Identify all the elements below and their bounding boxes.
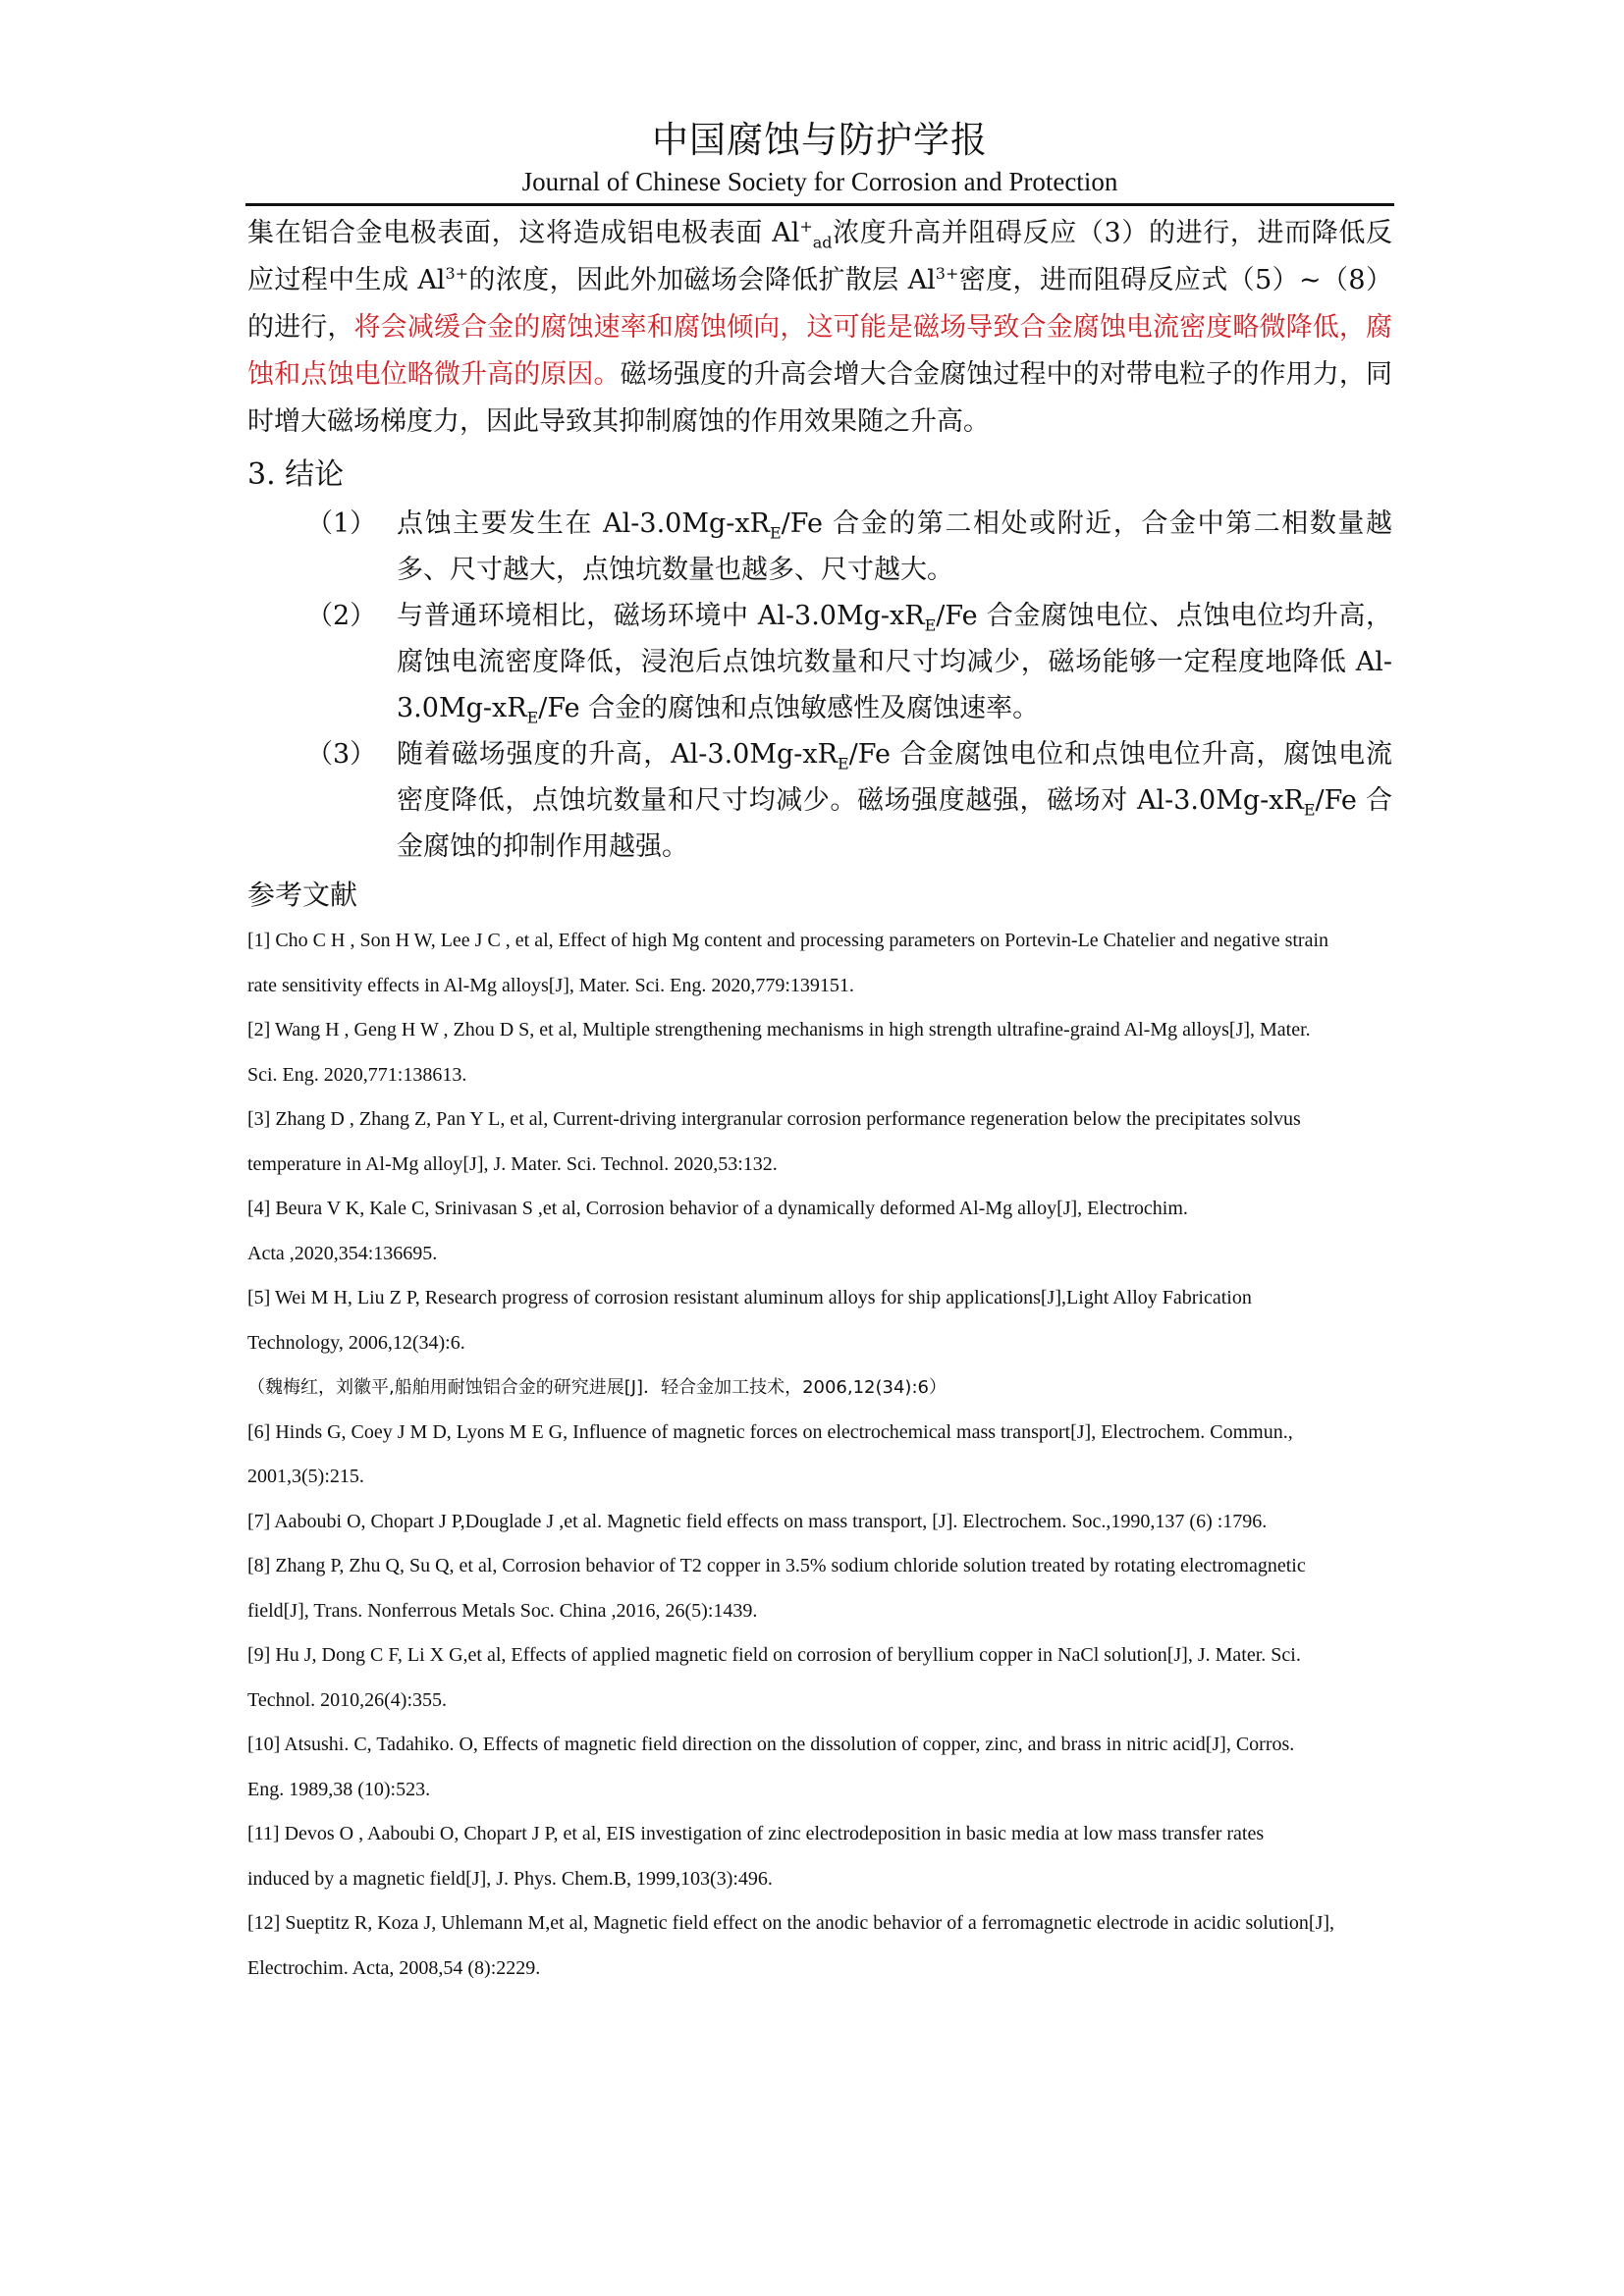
reference-line: 2001,3(5):215. xyxy=(247,1466,364,1487)
text-run: 随着磁场强度的升高，Al-3.0Mg-xR xyxy=(397,739,838,770)
reference-line: [8] Zhang P, Zhu Q, Su Q, et al, Corrosion behavior of T2 copper in 3.5% sodium chloride solution treated by rotating electromagnetic xyxy=(247,1555,1306,1576)
subscript: ad xyxy=(812,233,833,252)
superscript: 3+ xyxy=(445,264,469,283)
intro-paragraph xyxy=(247,210,1392,446)
text-run: 点蚀主要发生在 Al-3.0Mg-xR xyxy=(397,508,770,539)
reference-line: [2] Wang H , Geng H W , Zhou D S, et al, Multiple strengthening mechanisms in high strength ultrafine-graind Al-Mg alloys[J], Mater. xyxy=(247,1019,1311,1041)
conclusion-number: （3） xyxy=(306,739,377,770)
intro-text: 浓度升高并阻碍反应（3）的进行，进而降低反应过程中生成 Al xyxy=(247,218,1392,295)
subscript: E xyxy=(1303,800,1316,820)
reference-line: Electrochim. Acta, 2008,54 (8):2229. xyxy=(247,1956,541,1979)
reference-line: Acta ,2020,354:136695. xyxy=(247,1242,438,1264)
superscript: 3+ xyxy=(935,264,959,283)
intro-text: 磁场强度的升高会增大合金腐蚀过程中的对带电粒子的作用力，同时增大磁场梯度力，因此导致其抑制腐蚀的作用效果随之升高。 xyxy=(247,359,1393,437)
conclusion-number: （2） xyxy=(306,601,377,631)
reference-line: [9] Hu J, Dong C F, Li X G,et al, Effects of applied magnetic field on corrosion of beryllium copper in NaCl solution[J], J. Mater. Sci. xyxy=(247,1644,1301,1666)
reference-line: [4] Beura V K, Kale C, Srinivasan S ,et al, Corrosion behavior of a dynamically deformed Al-Mg alloy[J], Electrochim. xyxy=(247,1198,1188,1219)
reference-line: [12] Sueptitz R, Koza J, Uhlemann M,et al, Magnetic field effect on the anodic behavior of a ferromagnetic electrode in acidic solution[J], xyxy=(247,1912,1335,1934)
highlighted-text: 将会减缓合金的腐蚀速率和腐蚀倾向，这可能是磁场导致合金腐蚀电流密度略微降低，腐蚀和点蚀电位略微升高的原因。 xyxy=(247,312,1393,390)
conclusion-text xyxy=(397,501,1392,593)
header-divider xyxy=(245,203,1394,206)
subscript: E xyxy=(924,615,937,635)
reference-line: [7] Aaboubi O, Chopart J P,Douglade J ,et al. Magnetic field effects on mass transport, [J]. Electrochem. Soc.,1990,137 (6) :1796. xyxy=(247,1510,1268,1532)
reference-list xyxy=(247,919,1392,1991)
intro-text: 集在铝合金电极表面，这将造成铝电极表面 Al xyxy=(247,218,800,248)
references-heading: 参考文献 xyxy=(247,879,358,911)
reference-line: [3] Zhang D , Zhang Z, Pan Y L, et al, Current-driving intergranular corrosion performance regeneration below the precipitates solvus xyxy=(247,1108,1301,1130)
reference-line: Sci. Eng. 2020,771:138613. xyxy=(247,1063,467,1086)
superscript: + xyxy=(799,217,813,236)
reference-line-cn: （魏梅红，刘徽平,船舶用耐蚀铝合金的研究进展[J]．轻合金加工技术，2006,12(34):6） xyxy=(247,1377,947,1398)
subscript: E xyxy=(526,708,539,727)
conclusion-text xyxy=(397,593,1392,731)
conclusion-item xyxy=(247,501,1392,593)
journal-title-cn: 中国腐蚀与防护学报 xyxy=(652,119,988,161)
page-body xyxy=(247,210,1392,1991)
reference-line: [1] Cho C H , Son H W, Lee J C , et al, Effect of high Mg content and processing parameters on Portevin-Le Chatelier and negative strain xyxy=(247,930,1329,951)
intro-text: 的浓度，因此外加磁场会降低扩散层 Al xyxy=(468,265,936,295)
journal-header xyxy=(245,116,1394,198)
conclusion-item xyxy=(247,731,1392,870)
intro-text: 密度，进而阻碍反应式（5）~（8）的进行， xyxy=(247,265,1393,343)
reference-line: induced by a magnetic field[J], J. Phys. Chem.B, 1999,103(3):496. xyxy=(247,1867,773,1890)
text-run: /Fe 合金的第二相处或附近，合金中第二相数量越多、尺寸越大，点蚀坑数量也越多、尺寸越大。 xyxy=(397,508,1392,585)
reference-line: [10] Atsushi. C, Tadahiko. O, Effects of magnetic field direction on the dissolution of copper, zinc, and brass in nitric acid[J], Corros. xyxy=(247,1734,1295,1755)
reference-line: Technology, 2006,12(34):6. xyxy=(247,1331,465,1354)
text-run: /Fe 合金腐蚀电位、点蚀电位均升高，腐蚀电流密度降低，浸泡后点蚀坑数量和尺寸均减少，磁场能够一定程度地降低 Al-3.0Mg-xR xyxy=(397,601,1392,723)
conclusion-number: （1） xyxy=(306,508,377,539)
reference-line: field[J], Trans. Nonferrous Metals Soc. China ,2016, 26(5):1439. xyxy=(247,1599,758,1622)
reference-line: [5] Wei M H, Liu Z P, Research progress of corrosion resistant aluminum alloys for ship applications[J],Light Alloy Fabrication xyxy=(247,1287,1252,1308)
reference-line: rate sensitivity effects in Al-Mg alloys[J], Mater. Sci. Eng. 2020,779:139151. xyxy=(247,974,854,996)
conclusion-item xyxy=(247,593,1392,731)
subscript: E xyxy=(837,754,849,774)
text-run: /Fe 合金的腐蚀和点蚀敏感性及腐蚀速率。 xyxy=(538,693,1040,723)
subscript: E xyxy=(769,523,782,543)
reference-line: Technol. 2010,26(4):355. xyxy=(247,1688,448,1711)
text-run: /Fe 合金腐蚀的抑制作用越强。 xyxy=(397,785,1393,862)
journal-title-en: Journal of Chinese Society for Corrosion and Protection xyxy=(521,167,1118,196)
reference-line: Eng. 1989,38 (10):523. xyxy=(247,1778,431,1800)
reference-line: temperature in Al-Mg alloy[J], J. Mater. Sci. Technol. 2020,53:132. xyxy=(247,1152,778,1175)
reference-line: [11] Devos O , Aaboubi O, Chopart J P, et al, EIS investigation of zinc electrodeposition in basic media at low mass transfer rates xyxy=(247,1823,1265,1844)
conclusion-text xyxy=(397,731,1392,870)
conclusion-heading: 3. 结论 xyxy=(247,457,345,492)
reference-line: [6] Hinds G, Coey J M D, Lyons M E G, Influence of magnetic forces on electrochemical mass transport[J], Electrochem. Commun., xyxy=(247,1420,1293,1443)
text-run: /Fe 合金腐蚀电位和点蚀电位升高，腐蚀电流密度降低，点蚀坑数量和尺寸均减少。磁场强度越强，磁场对 Al-3.0Mg-xR xyxy=(397,739,1392,816)
text-run: 与普通环境相比，磁场环境中 Al-3.0Mg-xR xyxy=(397,601,925,631)
